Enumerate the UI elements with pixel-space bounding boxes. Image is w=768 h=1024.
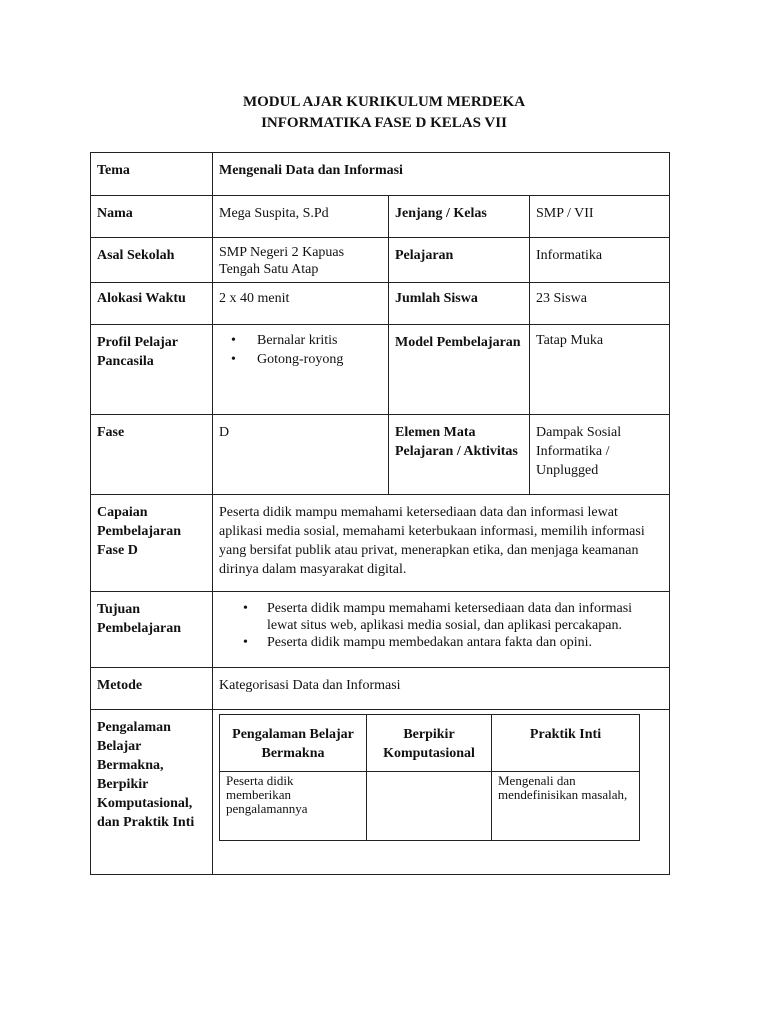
inner-table — [219, 714, 640, 841]
inner-cell-berpikir — [367, 772, 492, 841]
jenjang-value: SMP / VII — [530, 196, 670, 238]
asal-sekolah-label: Asal Sekolah — [91, 238, 213, 283]
profil-list — [219, 331, 382, 369]
list-item: • Peserta didik mampu membedakan antara fakta dan opini. — [243, 634, 663, 651]
model-label: Model Pembelajaran — [389, 325, 530, 415]
row-metode — [91, 668, 670, 710]
row-fase — [91, 415, 670, 495]
list-item: • Peserta didik mampu memahami ketersediaan data dan informasi lewat situs web, aplikasi media sosial, dan aplikasi percakapan. — [243, 600, 663, 634]
row-tema — [91, 153, 670, 196]
nama-value: Mega Suspita, S.Pd — [213, 196, 389, 238]
fase-value: D — [213, 415, 389, 495]
tema-value: Mengenali Data dan Informasi — [213, 153, 670, 196]
metode-label: Metode — [91, 668, 213, 710]
model-value: Tatap Muka — [530, 325, 670, 415]
pelajaran-label: Pelajaran — [389, 238, 530, 283]
jenjang-label: Jenjang / Kelas — [389, 196, 530, 238]
list-item: • Bernalar kritis — [231, 331, 382, 350]
inner-cell-praktik: Mengenali dan mendefinisikan masalah, — [492, 772, 640, 841]
pelajaran-value: Informatika — [530, 238, 670, 283]
inner-header-row — [220, 715, 640, 772]
profil-label: Profil Pelajar Pancasila — [91, 325, 213, 415]
jumlah-siswa-label: Jumlah Siswa — [389, 283, 530, 325]
list-item: • Gotong-royong — [231, 350, 382, 369]
metode-value: Kategorisasi Data dan Informasi — [213, 668, 670, 710]
row-pengalaman — [91, 710, 670, 875]
elemen-label: Elemen Mata Pelajaran / Aktivitas — [389, 415, 530, 495]
alokasi-label: Alokasi Waktu — [91, 283, 213, 325]
inner-header-berpikir: Berpikir Komputasional — [367, 715, 492, 772]
title-line-1: MODUL AJAR KURIKULUM MERDEKA — [242, 94, 526, 110]
row-profil — [91, 325, 670, 415]
asal-sekolah-value: SMP Negeri 2 Kapuas Tengah Satu Atap — [213, 238, 389, 283]
tema-label: Tema — [91, 153, 213, 196]
row-asal-sekolah — [91, 238, 670, 283]
jumlah-siswa-value: 23 Siswa — [530, 283, 670, 325]
inner-cell-pengalaman: Peserta didik memberikan pengalamannya — [220, 772, 367, 841]
tujuan-list — [219, 600, 663, 651]
capaian-value: Peserta didik mampu memahami ketersediaan data dan informasi lewat aplikasi media sosial, memahami keterbukaan informasi, memilih informasi yang bersifat publik atau privat, menerapkan etika, dan menjaga keamanan dirinya dalam masyarakat digital. — [213, 495, 670, 592]
row-capaian — [91, 495, 670, 592]
row-tujuan — [91, 592, 670, 668]
inner-header-pengalaman: Pengalaman Belajar Bermakna — [220, 715, 367, 772]
row-alokasi — [91, 283, 670, 325]
row-nama — [91, 196, 670, 238]
tujuan-value — [213, 592, 670, 668]
document-title — [0, 92, 768, 134]
fase-label: Fase — [91, 415, 213, 495]
alokasi-value: 2 x 40 menit — [213, 283, 389, 325]
module-table — [90, 152, 670, 875]
elemen-value: Dampak Sosial Informatika / Unplugged — [530, 415, 670, 495]
table-row — [220, 772, 640, 841]
profil-value — [213, 325, 389, 415]
nama-label: Nama — [91, 196, 213, 238]
capaian-label: Capaian Pembelajaran Fase D — [91, 495, 213, 592]
pengalaman-label: Pengalaman Belajar Bermakna, Berpikir Komputasional, dan Praktik Inti — [91, 710, 213, 875]
title-line-2: INFORMATIKA FASE D KELAS VII — [261, 115, 507, 131]
pengalaman-value — [213, 710, 670, 875]
tujuan-label: Tujuan Pembelajaran — [91, 592, 213, 668]
inner-header-praktik: Praktik Inti — [492, 715, 640, 772]
